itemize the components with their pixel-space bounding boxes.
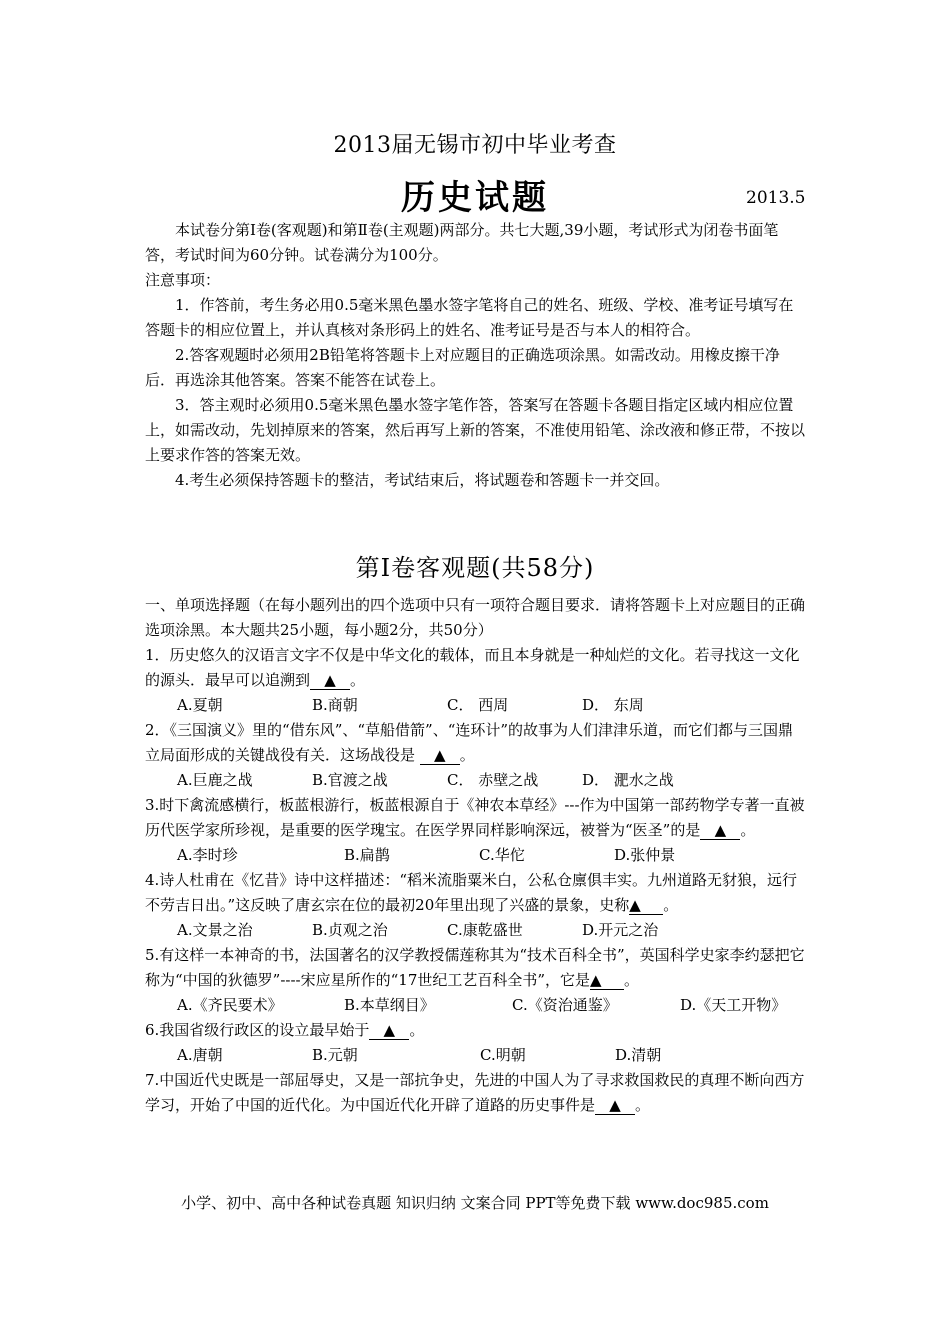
option: D.开元之治 xyxy=(582,921,659,939)
option: A.夏朝 xyxy=(177,696,223,714)
footer-note: 小学、初中、高中各种试卷真题 知识归纳 文案合同 PPT等免费下载 www.doc985.com xyxy=(181,1194,769,1212)
options-row xyxy=(145,693,807,718)
option: C.《资治通鉴》 xyxy=(512,996,618,1014)
question-stem: 2．《三国演义》里的“借东风”、“草船借箭”、“连环计”的故事为人们津津乐道，而它们都与三国鼎立局面形成的关键战役有关．这场战役是 ▲ 。 xyxy=(145,721,794,764)
question-stem: 5.有这样一本神奇的书，法国著名的汉学教授儒莲称其为“技术百科全书”，英国科学史家李约瑟把它称为“中国的狄德罗”----宋应星所作的“17世纪工艺百科全书”，它是▲ 。 xyxy=(145,946,805,989)
option: B.官渡之战 xyxy=(312,771,388,789)
section-title: 第Ⅰ卷客观题(共58分) xyxy=(355,554,595,582)
question-block xyxy=(145,593,807,1118)
question-stem: 3.时下禽流感横行，板蓝根游行，板蓝根源自于《神农本草经》---作为中国第一部药物学专著一直被历代医学家所珍视，是重要的医学瑰宝。在医学界同样影响深远，被誉为“医圣”的是 ▲ 。 xyxy=(145,796,805,839)
exam-title: 2013届无锡市初中毕业考查 xyxy=(333,133,617,158)
options-row xyxy=(145,993,807,1018)
notice-item: 1．作答前，考生务必用0.5毫米黑色墨水签字笔将自己的姓名、班级、学校、准考证号填写在答题卡的相应位置上，并认真核对条形码上的姓名、准考证号是否与本人的相符合。 xyxy=(145,296,794,339)
option: D.清朝 xyxy=(615,1046,662,1064)
options-row xyxy=(145,1043,807,1068)
options-row xyxy=(145,843,807,868)
option: C.明朝 xyxy=(480,1046,526,1064)
question-stem: 7.中国近代史既是一部屈辱史，又是一部抗争史，先进的中国人为了寻求救国救民的真理不断向西方学习，开始了中国的近代化。为中国近代化开辟了道路的历史事件是 ▲ 。 xyxy=(145,1071,805,1114)
option: B.本草纲目》 xyxy=(344,996,435,1014)
options-row xyxy=(145,918,807,943)
option: A.文景之治 xyxy=(177,921,253,939)
answer-blank: ▲ xyxy=(595,1096,635,1115)
options-row xyxy=(145,768,807,793)
option: B.商朝 xyxy=(312,696,358,714)
option: A.巨鹿之战 xyxy=(177,771,253,789)
option: C． 赤壁之战 xyxy=(447,771,539,789)
option: A.李时珍 xyxy=(177,846,238,864)
option: B.元朝 xyxy=(312,1046,358,1064)
question-stem: 4.诗人杜甫在《忆昔》诗中这样描述：“稻米流脂粟米白，公私仓廪俱丰实。九州道路无豺狼，远行不劳吉日出。”这反映了唐玄宗在位的最初20年里出现了兴盛的景象，史称▲ 。 xyxy=(145,871,797,914)
option: B.扁鹊 xyxy=(344,846,390,864)
section-instruction: 一、单项选择题（在每小题列出的四个选项中只有一项符合题目要求．请将答题卡上对应题目的正确选项涂黑。本大题共25小题，每小题2分，共50分） xyxy=(145,596,806,639)
answer-blank: ▲ xyxy=(420,746,460,765)
exam-date: 2013.5 xyxy=(746,188,806,208)
option: C.康乾盛世 xyxy=(447,921,523,939)
option: A.唐朝 xyxy=(177,1046,223,1064)
option: D． 淝水之战 xyxy=(582,771,674,789)
option: B.贞观之治 xyxy=(312,921,388,939)
notice-item: 4.考生必须保持答题卡的整洁，考试结束后，将试题卷和答题卡一并交回。 xyxy=(175,471,670,489)
option: C． 西周 xyxy=(447,696,509,714)
option: D.《天工开物》 xyxy=(680,996,787,1014)
question-stem: 6.我国省级行政区的设立最早始于 ▲ 。 xyxy=(145,1021,425,1039)
answer-blank: ▲ xyxy=(590,971,624,990)
answer-blank: ▲ xyxy=(369,1021,409,1040)
question-stem: 1．历史悠久的汉语言文字不仅是中华文化的载体，而且本身就是一种灿烂的文化。若寻找这一文化的源头．最早可以追溯到 ▲ 。 xyxy=(145,646,800,689)
answer-blank: ▲ xyxy=(310,671,350,690)
notice-item: 3．答主观时必须用0.5毫米黑色墨水签字笔作答，答案写在答题卡各题目指定区域内相应位置上，如需改动，先划掉原来的答案，然后再写上新的答案，不准使用铅笔、涂改液和修正带，不按以上要求作答的答案无效。 xyxy=(145,396,806,464)
option: D.张仲景 xyxy=(614,846,676,864)
option: D． 东周 xyxy=(582,696,644,714)
option: A.《齐民要术》 xyxy=(177,996,283,1014)
option: C.华佗 xyxy=(479,846,525,864)
intro-paragraph: 本试卷分第Ⅰ卷(客观题)和第Ⅱ卷(主观题)两部分。共七大题,39小题，考试形式为闭卷书面笔答，考试时间为60分钟。试卷满分为100分。 xyxy=(145,221,779,264)
notice-heading: 注意事项： xyxy=(145,271,221,289)
answer-blank: ▲ xyxy=(629,896,663,915)
notice-item: 2.答客观题时必须用2B铅笔将答题卡上对应题目的正确选项涂黑。如需改动。用橡皮擦干净后．再选涂其他答案。答案不能答在试卷上。 xyxy=(145,346,780,389)
subject-title: 历史试题 xyxy=(401,178,549,218)
intro-block xyxy=(145,218,807,493)
answer-blank: ▲ xyxy=(700,821,740,840)
